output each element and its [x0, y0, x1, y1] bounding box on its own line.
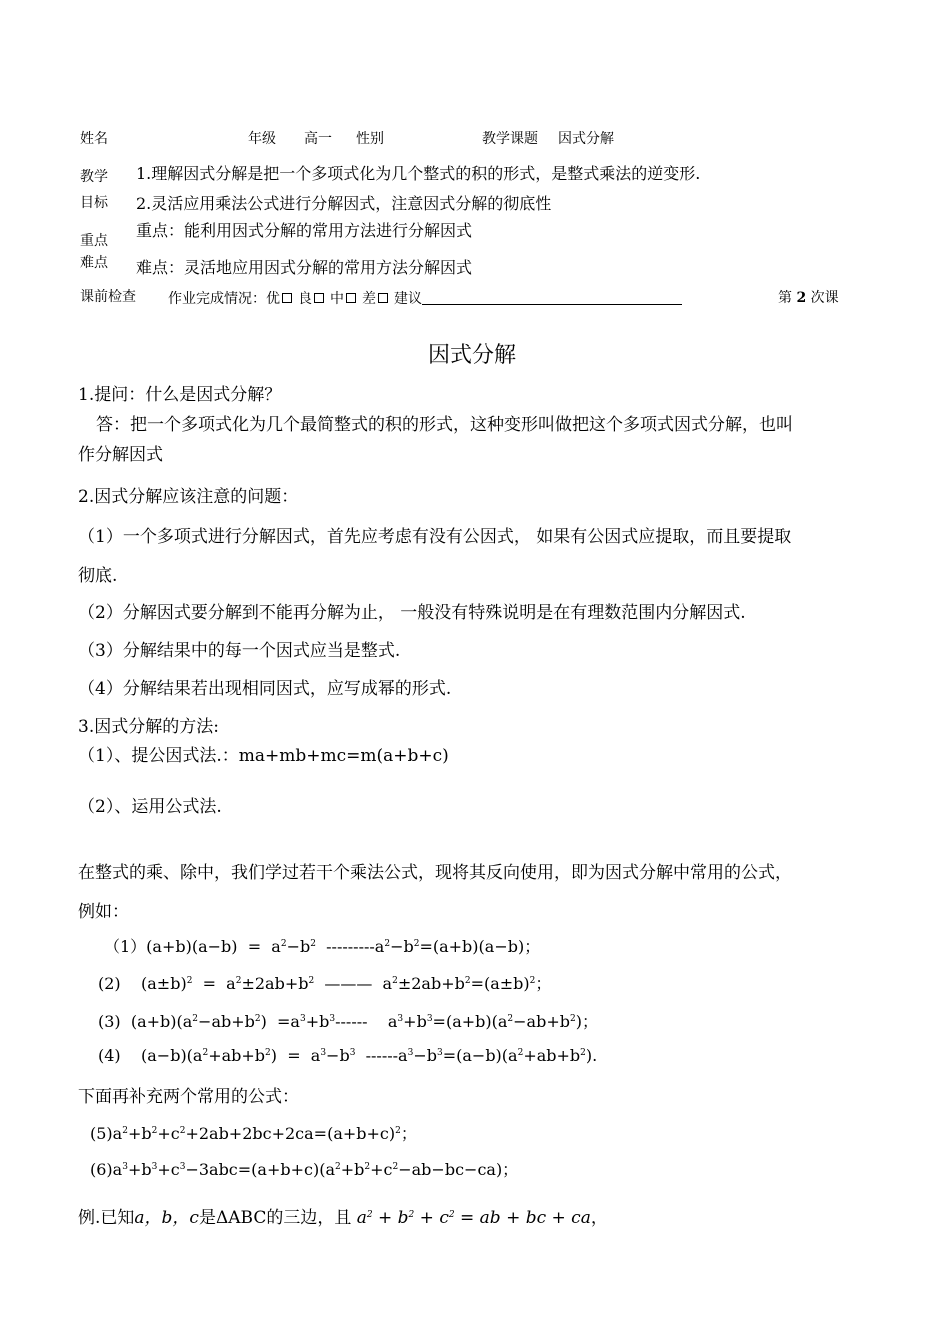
section-2-point-3: （3）分解结果中的每一个因式应当是整式.	[78, 641, 401, 661]
goal-2: 2.灵活应用乘法公式进行分解因式，注意因式分解的彻底性	[136, 194, 552, 213]
opt-poor: 差	[362, 291, 376, 307]
section-2-title: 2.因式分解应该注意的问题：	[78, 487, 299, 507]
formula-1: $(1)(a+b)(a-b) = a^2-b^2$ $---------a^2-b^2=(a+b)(a-b)$；	[104, 937, 541, 956]
section-2-point-2: （2）分解因式要分解到不能再分解为止， 一般没有特殊说明是在有理数范围内分解因式.	[78, 603, 746, 623]
gender-label: 性别	[356, 131, 384, 147]
key-point: 重点：能利用因式分解的常用方法进行分解因式	[136, 221, 473, 240]
section-2-point-1-line1: （1）一个多项式进行分解因式，首先应考虑有没有公因式， 如果有公因式应提取，而且要提取	[78, 527, 792, 547]
checkbox-excellent[interactable]	[282, 293, 292, 303]
name-label: 姓名	[80, 131, 108, 147]
section-2-point-1-line2: 彻底.	[78, 566, 118, 586]
example-mid: 是ΔABC的三边，且	[198, 1208, 352, 1228]
topic-label: 教学课题	[482, 131, 538, 147]
goal-1: 1.理解因式分解是把一个多项式化为几个整式的积的形式，是整式乘法的逆变形.	[136, 164, 701, 183]
method-1	[78, 741, 449, 766]
suggest-label: 建议	[394, 291, 422, 307]
lesson-suffix: 次课	[810, 290, 839, 306]
intro-line1: 在整式的乘、除中，我们学过若干个乘法公式，现将其反向使用，即为因式分解中常用的公式，	[78, 863, 792, 883]
example-vars: a，b，c	[134, 1208, 199, 1228]
opt-medium: 中	[330, 291, 344, 307]
supplement-text: 下面再补充两个常用的公式：	[78, 1087, 299, 1107]
lesson-count	[778, 287, 839, 307]
example-line	[78, 1203, 608, 1228]
formula-3: (3) $(a+b)(a^2-ab+b^2) =a^3+b^3------$ $a^3+b^3=(a+b)(a^2-ab+b^2)$；	[98, 1012, 598, 1031]
doc-title: 因式分解	[428, 343, 517, 368]
lesson-number: 2	[796, 290, 807, 306]
example-equation: $a^2 + b^2 + c^2$ = ab + bc + ca	[356, 1208, 591, 1228]
method-1-formula: ma+mb+mc=m(a+b+c)	[238, 746, 449, 766]
checkbox-medium[interactable]	[346, 293, 356, 303]
grade-label: 年级	[248, 131, 276, 147]
grade-value: 高一	[304, 131, 332, 147]
answer-1-line2: 作分解因式	[78, 445, 163, 465]
difficult-point: 难点：灵活地应用因式分解的常用方法分解因式	[136, 258, 473, 277]
goal-label-2: 目标	[80, 195, 108, 211]
section-2-point-4: （4）分解结果若出现相同因式，应写成幂的形式.	[78, 679, 452, 699]
example-prefix: 例.已知	[78, 1208, 135, 1228]
formula-6: $(6)a^3+b^3+c^3-3abc=(a+b+c)(a^2+b^2+c^2-ab-bc-ca)$；	[90, 1160, 519, 1179]
method-1-label: （1）、提公因式法.：	[78, 746, 239, 766]
suggest-field[interactable]	[422, 290, 682, 305]
key-label-2: 难点	[80, 255, 108, 271]
answer-1-line1: 答：把一个多项式化为几个最简整式的积的形式，这种变形叫做把这个多项式因式分解，也叫	[96, 415, 793, 435]
lesson-prefix: 第	[778, 290, 792, 306]
formula-2: (2) $(a\pm b)^2 = a^2\pm 2ab+b^2$ ——— $a^2\pm 2ab+b^2=(a\pm b)^2$；	[98, 974, 552, 993]
check-label: 课前检查	[80, 289, 136, 305]
method-2: （2）、运用公式法.	[78, 797, 222, 817]
goal-label-1: 教学	[80, 169, 108, 185]
topic-value: 因式分解	[558, 131, 614, 147]
homework-label: 作业完成情况：	[168, 291, 266, 307]
example-end: ，	[590, 1208, 608, 1228]
opt-excellent: 优	[266, 291, 280, 307]
opt-good: 良	[298, 291, 312, 307]
formula-5: $(5)a^2+b^2+c^2+2ab+2bc+2ca=(a+b+c)^2$；	[90, 1124, 417, 1143]
intro-line2: 例如：	[78, 902, 129, 922]
homework-row	[168, 288, 682, 308]
key-label-1: 重点	[80, 233, 108, 249]
formula-4: (4) $(a-b)(a^2+ab+b^2) = a^3-b^3$ $------a^3-b^3=(a-b)(a^2+ab+b^2)$.	[98, 1046, 598, 1065]
question-1: 1.提问：什么是因式分解？	[78, 385, 282, 405]
checkbox-good[interactable]	[314, 293, 324, 303]
checkbox-poor[interactable]	[378, 293, 388, 303]
section-3-title: 3.因式分解的方法:	[78, 717, 219, 737]
